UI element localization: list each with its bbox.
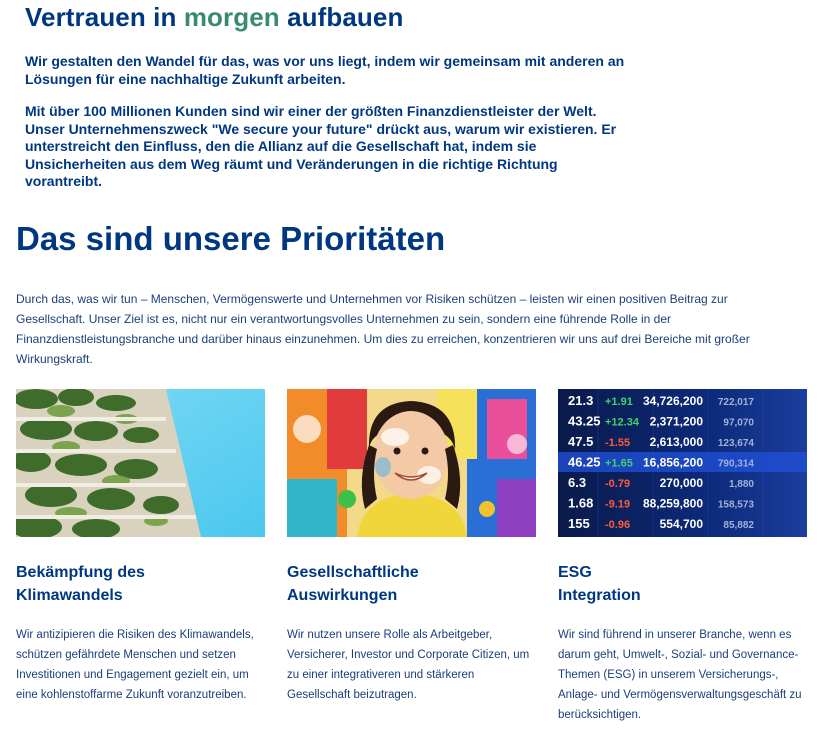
ticker-value: 1,880 [728,479,754,490]
card-text: Wir nutzen unsere Rolle als Arbeitgeber, Versicherer, Investor und Corporate Citizen, um zu einer integrativeren und stärkeren Gesellschaft beizutragen. [287,629,530,701]
ticker-value: 1.68 [568,495,594,511]
card-title-line2: Integration [558,587,641,604]
ticker-value: 554,700 [659,517,703,531]
card-text: Wir sind führend in unserer Branche, wenn es darum geht, Umwelt-, Sozial- und Governance-Themen (ESG) in unserem Versicherungs-, Anlage- und Vermögensverwaltungsgeschäft zu berücksichtigen. [558,629,802,721]
priority-card-climate[interactable] [16,389,266,701]
ticker-value: 34,726,200 [642,394,703,408]
ticker-value: 43.25 [568,413,601,429]
ticker-value: 21.3 [568,393,594,408]
ticker-value: 2,371,200 [649,414,703,429]
card-title-line1: Gesellschaftliche [287,564,419,581]
ticker-value: +12.34 [605,416,639,429]
card-title[interactable] [558,561,798,607]
ticker-value: 6.3 [568,475,587,490]
green-building-image [16,389,265,537]
ticker-value: 123,674 [717,438,754,449]
priority-card-esg[interactable] [558,389,808,721]
ticker-value: -1.55 [605,437,631,449]
stock-ticker-image [558,389,807,537]
child-with-paint-image [287,389,536,537]
ticker-value: 2,613,000 [649,435,703,449]
ticker-value: -0.96 [605,519,631,531]
card-title-line2: Klimawandels [16,587,123,604]
card-title[interactable] [16,561,256,607]
card-text: Wir antizipieren die Risiken des Klimawandels, schützen gefährdete Menschen und setzen Investitionen und Engagement gezielt ein, um eine kohlenstoffarme Zukunft voranzutreiben. [16,629,254,701]
ticker-value: 85,882 [723,520,754,531]
ticker-value: 47.5 [568,434,594,449]
ticker-value: 16,856,200 [642,455,703,470]
hero-title-part2: aufbauen [279,2,404,32]
ticker-value: 158,573 [717,499,754,511]
ticker-value: 722,017 [717,397,754,408]
card-title-line1: ESG [558,564,592,581]
priority-card-social[interactable] [287,389,537,701]
ticker-value: 155 [568,516,590,531]
card-title-line2: Auswirkungen [287,587,398,604]
priorities-intro: Durch das, was wir tun – Menschen, Vermögenswerte und Unternehmen vor Risiken schützen – leisten wir einen positiven Beitrag zur Gesellschaft. Unser Ziel ist es, nicht nur ein verantwortungsvolles Unternehmen zu sein, sondern eine führende Rolle in der Finanzdienstleistungsbranche und darüber hinaus einzunehmen. Um dies zu erreichen, konzentrieren wir uns auf drei Bereiche mit großer Wirkungskraft. [16,292,750,366]
card-title-line1: Bekämpfung des [16,564,145,581]
hero-title [25,0,625,34]
ticker-value: 97,070 [723,417,754,429]
card-title[interactable] [287,561,527,607]
hero-title-part1: Vertrauen in [25,2,184,32]
ticker-value: 88,259,800 [642,496,703,511]
hero-paragraph-2: Mit über 100 Millionen Kunden sind wir einer der größten Finanzdienstleister der Welt. Unser Unternehmenszweck "We secure your future" drückt aus, warum wir existieren. Er unterstreicht den Einfluss, den die Allianz auf die Gesellschaft hat, indem sie Unsicherheiten aus dem Weg räumt und Veränderungen in die richtige Richtung vorantreibt. [25,103,617,189]
ticker-value: -9.19 [605,498,631,511]
ticker-value: -0.79 [605,478,631,490]
ticker-value: 46.25 [568,454,601,470]
ticker-value: +1.91 [605,396,633,408]
ticker-value: 790,314 [717,458,754,470]
ticker-value: 270,000 [659,476,703,490]
hero-section [25,0,625,189]
hero-paragraph-1: Wir gestalten den Wandel für das, was vor uns liegt, indem wir gemeinsam mit anderen an Lösungen für eine nachhaltige Zukunft arbeiten. [25,53,625,87]
priorities-title: Das sind unsere Prioritäten [16,220,446,257]
ticker-value: +1.65 [605,457,633,470]
hero-title-accent: morgen [183,2,280,32]
